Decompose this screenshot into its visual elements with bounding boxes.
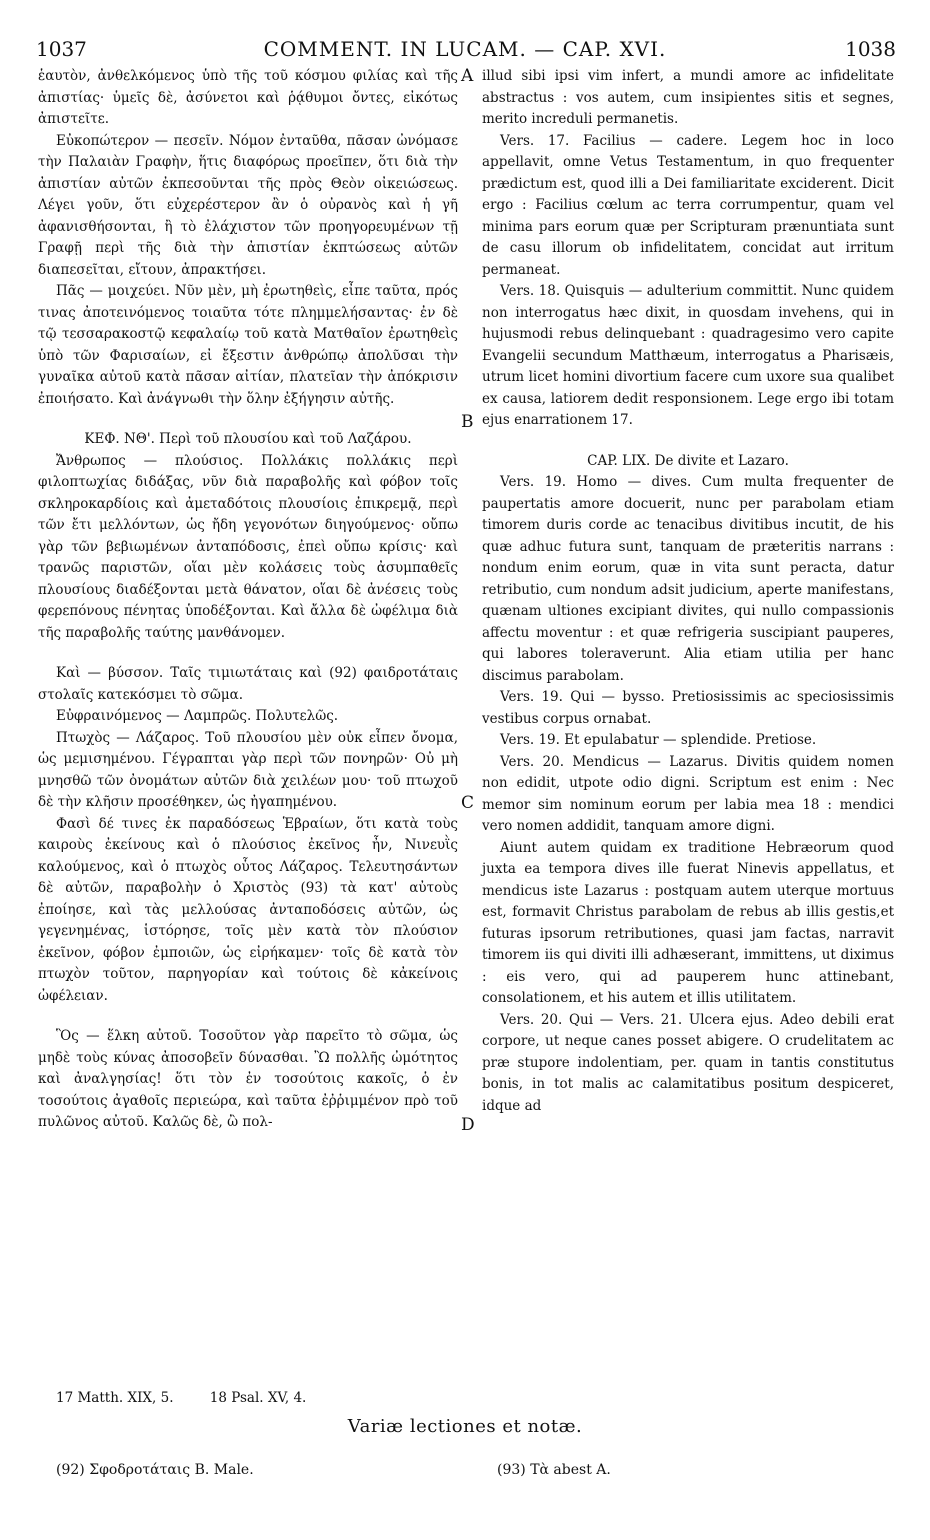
footnotes bbox=[56, 1390, 338, 1406]
greek-paragraph: Εὐφραινόμενος — Λαμπρῶς. Πολυτελῶς. bbox=[56, 708, 339, 724]
right-page-number: 1038 bbox=[845, 37, 896, 61]
latin-paragraph: Vers. 17. Facilius — cadere. Legem hoc in loco appellavit, omne Vetus Testamentum, in quo frequenter prædictum est, quod illi a Dei familiaritate exciderent. Dicit ergo : Facilius cœlum ac terra corrumpentur, quam vel minima pars eorum quæ per Scripturam prænuntiata sunt de casu illorum ob infidelitatem, concidat aut irritum permaneat. bbox=[482, 132, 894, 278]
running-title: COMMENT. IN LUCAM. — CAP. XVI. bbox=[263, 37, 667, 61]
greek-chapter-heading: ΚΕΦ. ΝΘ'. Περὶ τοῦ πλουσίου καὶ τοῦ Λαζάρου. bbox=[84, 431, 412, 447]
latin-paragraph: Vers. 19. Qui — bysso. Pretiosissimis ac speciosissimis vestibus corpus ornabat. bbox=[482, 689, 894, 727]
footnote: 17 Matth. XIX, 5. bbox=[56, 1390, 174, 1406]
greek-paragraph: Καὶ — βύσσον. Ταῖς τιμιωτάταις καὶ (92) φαιδροτάταις στολαῖς κατεκόσμει τὸ σῶμα. bbox=[38, 665, 458, 703]
latin-column bbox=[482, 66, 894, 1117]
left-page-number: 1037 bbox=[36, 37, 87, 61]
variant-note: (93) Τὰ abest A. bbox=[497, 1462, 611, 1478]
margin-letter-d: D bbox=[461, 1115, 475, 1135]
margin-letter-c: C bbox=[461, 793, 475, 813]
greek-column bbox=[38, 66, 458, 1134]
greek-paragraph: Πᾶς — μοιχεύει. Νῦν μὲν, μὴ ἐρωτηθεὶς, εἶπε ταῦτα, πρός τινας ἀποτεινόμενος τοιαῦτα τότε πλημμελήσαντας· ἐν δὲ τῷ τεσσαρακοστῷ κεφαλαίῳ τοῦ κατὰ Ματθαῖον ἐρωτηθεὶς ὑπὸ τῶν Φαρισαίων, εἰ ἔξεστιν ἀνθρώπῳ ἀπολῦσαι τὴν γυναῖκα αὐτοῦ κατὰ πᾶσαν αἰτίαν, πλατεῖαν τὴν ἀπόκρισιν ἐποιήσατο. Καὶ ἀνάγνωθι τὴν ὅλην ἐξήγησιν αὐτῆς. bbox=[38, 283, 458, 407]
greek-paragraph: ἑαυτὸν, ἀνθελκόμενος ὑπὸ τῆς τοῦ κόσμου φιλίας καὶ τῆς ἀπιστίας· ὑμεῖς δὲ, ἀσύνετοι καὶ ῥᾴθυμοι ὄντες, εἰκότως ἀπιστεῖτε. bbox=[38, 68, 458, 127]
margin-letter-a: A bbox=[461, 66, 474, 86]
greek-paragraph: Εὐκοπώτερον — πεσεῖν. Νόμον ἐνταῦθα, πᾶσαν ὠνόμασε τὴν Παλαιὰν Γραφὴν, ἥτις διαφόρως προεῖπεν, ὅτι διὰ τὴν ἀπιστίαν αὐτῶν ἐκπεσοῦνται τῆς πρὸς Θεὸν οἰκειώσεως. Λέγει γοῦν, ὅτι εὐχερέστερον ἂν ὁ οὐρανὸς καὶ ἡ γῆ ἀφανισθήσονται, ἢ τὸ ἐλάχιστον τῶν προηγορευμένων τῇ Γραφῇ περὶ τῆς διὰ τὴν ἀπιστίαν ἐκπτώσεως αὐτῶν διαπεσεῖται, εἴτουν, ἀπρακτήσει. bbox=[38, 132, 458, 278]
latin-chapter-heading: CAP. LIX. De divite et Lazaro. bbox=[587, 452, 789, 469]
latin-paragraph: Vers. 19. Et epulabatur — splendide. Pretiose. bbox=[500, 732, 817, 748]
greek-paragraph: Φασὶ δέ τινες ἐκ παραδόσεως Ἑβραίων, ὅτι κατὰ τοὺς καιροὺς ἐκείνους καὶ ὁ πλούσιος ἐκεῖνος ἦν, Νινευῒς καλούμενος, καὶ ὁ πτωχὸς οὗτος Λάζαρος. Τελευτησάντων δὲ αὐτῶν, παραβολὴν ὁ Χριστὸς (93) τὰ κατ' αὐτοὺς ἐποίησε, καὶ τὰς μελλούσας ἀνταποδόσεις αὐτῶν, ὡς γεγενημένας, ἱστόρησε, τοῖς μὲν κατὰ τὸν πλούσιον ἐκεῖνον, φόβον ἐμποιῶν, ὡς εἰρήκαμεν· τοῖς δὲ κατὰ τὸν πτωχὸν τοῦτον, παρηγορίαν καὶ τούτοις δὲ κἀκείνοις ὠφέλειαν. bbox=[38, 815, 458, 1004]
greek-paragraph: Ἄνθρωπος — πλούσιος. Πολλάκις πολλάκις περὶ φιλοπτωχίας διδάξας, νῦν διὰ παραβολῆς καὶ φόβον τοῖς σκληροκαρδίοις καὶ ἀμεταδότοις πλουσίοις ἐπικρεμᾷ, περὶ τῶν ἔτι μελλόντων, ὡς ἤδη γεγονότων διηγούμενος· οὔπω γὰρ τῶν βεβιωμένων ἀνταπόδοσις, ἐπεὶ οὔπω κρίσις· καὶ τρανῶς παριστῶν, οἵαι μὲν κολάσεις τοὺς ἀσυμπαθεῖς πλουσίους διαδέξονται μετὰ θάνατον, οἵαι δὲ ἀνέσεις τοὺς φερεπόνους πένητας ὑποδέξονται. Καὶ ἄλλα δὲ ὠφέλιμα διὰ τῆς παραβολῆς ταύτης μανθάνομεν. bbox=[38, 452, 458, 641]
greek-paragraph: Ὃς — ἕλκη αὐτοῦ. Τοσοῦτον γὰρ παρεῖτο τὸ σῶμα, ὡς μηδὲ τοὺς κύνας ἀποσοβεῖν δύνασθαι. Ὢ πολλῆς ὠμότητος καὶ ἀναλγησίας! ὅτι τὸν ἐν τοσούτοις κακοῖς, ὁ ἐν τοσούτοις ἀγαθοῖς περιεώρα, καὶ ταῦτα ἐῤῥιμμένον πρὸ τοῦ πυλῶνος αὐτοῦ. Καλῶς δὲ, ὢ πολ- bbox=[38, 1028, 458, 1130]
greek-paragraph: Πτωχὸς — Λάζαρος. Τοῦ πλουσίου μὲν οὐκ εἶπεν ὄνομα, ὡς μεμισημένου. Γέγραπται γὰρ περὶ τῶν πονηρῶν· Οὐ μὴ μνησθῶ τῶν ὀνομάτων αὐτῶν διὰ χειλέων μου· τοῦ πτωχοῦ δὲ τὴν κλῆσιν προσέθηκεν, ὡς ἠγαπημένου. bbox=[38, 729, 458, 810]
latin-paragraph: illud sibi ipsi vim infert, a mundi amore ac infidelitate abstractus : vos autem, cum insipientes sitis et segnes, merito increduli permanetis. bbox=[482, 68, 894, 127]
latin-paragraph: Vers. 18. Quisquis — adulterium committit. Nunc quidem non interrogatus hæc dixit, in quosdam invehens, qui in hujusmodi rebus delinquebant : quadragesimo vero capite Evangelii secundum Matthæum, interrogatus a Pharisæis, utrum licet homini divortium facere cum uxore sua qualibet ex causa, latiorem dedit responsionem. Lege ergo ibi totam ejus enarrationem 17. bbox=[482, 283, 894, 428]
footnote: 18 Psal. XV, 4. bbox=[209, 1390, 307, 1406]
variae-lectiones-title: Variæ lectiones et notæ. bbox=[347, 1416, 583, 1437]
margin-letter-b: B bbox=[461, 412, 474, 432]
latin-paragraph: Vers. 20. Qui — Vers. 21. Ulcera ejus. Adeo debili erat corpore, ut neque canes posset abigere. O crudelitatem ac præ stupore indolentiam, per. quam in tantis constitutus bonis, in tot malis ac calamitatibus positum despiceret, idque ad bbox=[482, 1011, 894, 1114]
latin-paragraph: Vers. 19. Homo — dives. Cum multa frequenter de paupertatis amore docuerit, nunc per parabolam etiam timorem duris corde ac tenacibus divitibus incutit, de his quæ adhuc futura sunt, tanquam de præteritis narrans : nondum enim eorum, quæ in vita sunt peracta, datur retributio, cum nondum adsit judicium, aperte manifestans, quænam ultiones excipiant divites, qui nullo compassionis affectu moventur : et quæ refrigeria suscipiant pauperes, qui labores toleraverunt. Alia etiam utilia per hanc discimus parabolam. bbox=[482, 474, 894, 684]
latin-paragraph: Vers. 20. Mendicus — Lazarus. Divitis quidem nomen non edidit, utpote odio digni. Scriptum est enim : Nec memor sim nominum eorum per labia mea 18 : mendici vero nomen addidit, tanquam amore digni. bbox=[482, 753, 894, 834]
latin-paragraph: Aiunt autem quidam ex traditione Hebræorum quod juxta ea tempora dives ille fuerat Ninevis appellatus, et mendicus iste Lazarus : postquam autem uterque mortuus est, formavit Christus parabolam de rebus ab illis gestis,et futuras ipsorum retributiones, quasi jam factas, narravit timorem iis qui diviti illi adhæserant, immittens, ut diximus : eis vero, qui ad pauperem hunc attinebant, consolationem, et his autem et illis utilitatem. bbox=[482, 839, 894, 1006]
variant-note: (92) Σφοδροτάταις B. Male. bbox=[56, 1462, 254, 1478]
